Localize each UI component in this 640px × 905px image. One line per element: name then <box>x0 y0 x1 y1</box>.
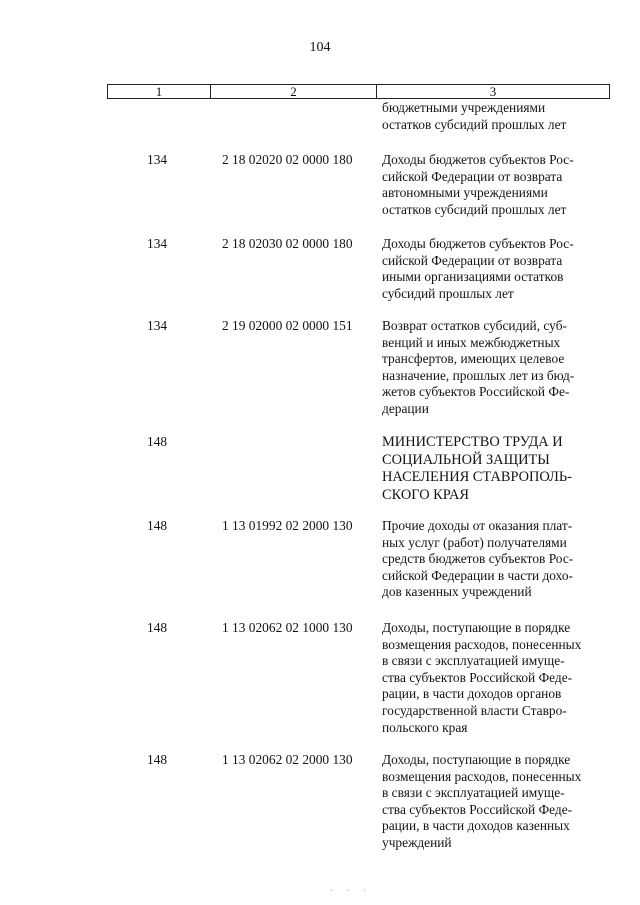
text-line: возмещения расходов, понесенных <box>382 636 582 652</box>
text-line: сийской Федерации в части дохо- <box>382 567 574 583</box>
description <box>382 752 612 852</box>
text-line: иными организациями остатков <box>382 269 564 285</box>
text-line: МИНИСТЕРСТВО ТРУДА И <box>382 434 563 450</box>
budget-code: 2 18 02020 02 0000 180 <box>222 152 353 167</box>
text-line: рации, в части доходов казенных <box>382 818 570 834</box>
text-line: субсидий прошлых лет <box>382 285 514 301</box>
text-line: НАСЕЛЕНИЯ СТАВРОПОЛЬ- <box>382 469 572 486</box>
description <box>382 236 612 302</box>
admin-code: 134 <box>147 152 168 167</box>
admin-code: 134 <box>147 236 168 251</box>
text-line: возмещения расходов, понесенных <box>382 768 582 784</box>
text-line: Доходы, поступающие в порядке <box>382 752 571 767</box>
text-line: ства субъектов Российской Феде- <box>382 801 573 817</box>
text-line: дерации <box>382 400 429 416</box>
page-number: 104 <box>309 40 331 55</box>
column-header-3: 3 <box>489 84 497 99</box>
description <box>382 518 612 601</box>
admin-code: 148 <box>147 434 168 449</box>
text-line: в связи с эксплуатацией имуще- <box>382 785 565 801</box>
text-line: учреждений <box>382 834 452 850</box>
text-line: Прочие доходы от оказания плат- <box>382 518 573 533</box>
budget-code: 2 18 02030 02 0000 180 <box>222 236 353 251</box>
budget-code: 1 13 02062 02 2000 130 <box>222 752 353 767</box>
text-line: Доходы, поступающие в порядке <box>382 620 571 635</box>
text-line: автономными учреждениями <box>382 185 548 201</box>
description <box>382 152 612 218</box>
text-line: остатков субсидий прошлых лет <box>382 201 567 217</box>
text-line: Доходы бюджетов субъектов Рос- <box>382 152 574 167</box>
column-header-row <box>107 84 610 99</box>
text-line: венций и иных межбюджетных <box>382 334 561 350</box>
text-line: Доходы бюджетов субъектов Рос- <box>382 236 574 251</box>
admin-code: 148 <box>147 620 168 635</box>
text-line: остатков субсидий прошлых лет <box>382 116 567 132</box>
text-line: назначение, прошлых лет из бюд- <box>382 367 575 383</box>
text-line: дов казенных учреждений <box>382 584 532 600</box>
admin-code: 148 <box>147 518 168 533</box>
budget-code: 2 19 02000 02 0000 151 <box>222 318 353 333</box>
text-line: жетов субъектов Российской Фе- <box>382 384 570 400</box>
text-line: государственной власти Ставро- <box>382 702 567 718</box>
text-line: сийской Федерации от возврата <box>382 252 563 268</box>
admin-code: 134 <box>147 318 168 333</box>
admin-code: 148 <box>147 752 168 767</box>
description <box>382 318 612 418</box>
text-line: польского края <box>382 719 468 735</box>
continuation-text <box>382 100 612 133</box>
text-line: сийской Федерации от возврата <box>382 168 563 184</box>
text-line: трансфертов, имеющих целевое <box>382 351 565 367</box>
text-line: бюджетными учреждениями <box>382 100 546 115</box>
text-line: средств бюджетов субъектов Рос- <box>382 551 574 567</box>
column-header-1: 1 <box>108 85 211 98</box>
budget-code: 1 13 02062 02 1000 130 <box>222 620 353 635</box>
description <box>382 620 612 736</box>
ministry-heading <box>382 434 612 504</box>
text-line: ных услуг (работ) получателями <box>382 534 567 550</box>
column-header-2: 2 <box>211 85 377 98</box>
budget-code: 1 13 01992 02 2000 130 <box>222 518 353 533</box>
text-line: рации, в части доходов органов <box>382 686 562 702</box>
text-line: СОЦИАЛЬНОЙ ЗАЩИТЫ <box>382 451 550 468</box>
text-line: Возврат остатков субсидий, суб- <box>382 318 567 333</box>
text-line: ства субъектов Российской Феде- <box>382 669 573 685</box>
text-line: СКОГО КРАЯ <box>382 486 469 503</box>
text-line: в связи с эксплуатацией имуще- <box>382 653 565 669</box>
scan-specks: · · · <box>330 886 372 895</box>
